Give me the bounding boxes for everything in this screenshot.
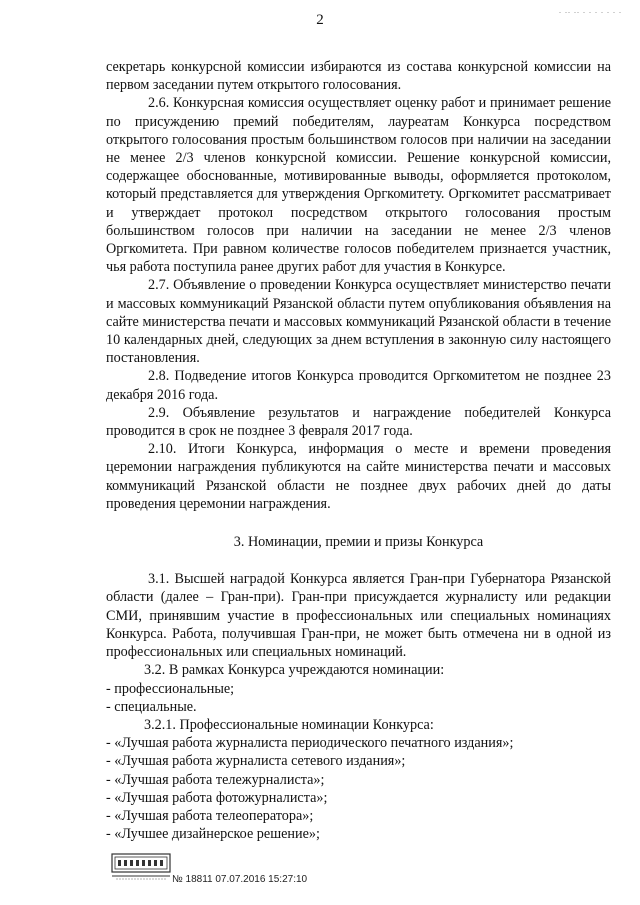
list-item: - «Лучшая работа журналиста сетевого издания»;: [106, 753, 406, 770]
paragraph-3-2: 3.2. В рамках Конкурса учреждаются номинации:: [144, 662, 445, 679]
list-item: - «Лучшая работа тележурналиста»;: [106, 771, 325, 788]
corner-mark: . .. .. . . . . . . .: [559, 6, 622, 15]
section-title: 3. Номинации, премии и призы Конкурса: [233, 534, 484, 551]
document-registry-code: № 18811 07.07.2016 15:27:10: [172, 874, 308, 885]
page-number: 2: [316, 12, 324, 28]
paragraph-3-2-1: 3.2.1. Профессиональные номинации Конкурса:: [144, 716, 434, 733]
paragraph-2-9: 2.9. Объявление результатов и награждение победителей Конкурса проводится в срок не позднее 3 февраля 2017 года.: [106, 404, 611, 440]
paragraph-2-8: 2.8. Подведение итогов Конкурса проводится Оргкомитетом не позднее 23 декабря 2016 года.: [106, 368, 611, 403]
list-item: - «Лучшая работа журналиста периодического печатного издания»;: [106, 735, 514, 752]
registry-stamp-icon: [110, 852, 172, 882]
paragraph-2-10: 2.10. Итоги Конкурса, информация о месте и времени проведения церемонии награждения публикуются на сайте министерства печати и массовых коммуникаций Рязанской области не позднее двух рабочих дней до даты проведения церемонии награждения.: [106, 441, 611, 512]
paragraph-2-7: 2.7. Объявление о проведении Конкурса осуществляет министерство печати и массовых коммуникаций Рязанской области путем опубликования объявления на сайте министерства печати и массовых коммуникаций Рязанской области в течение 10 календарных дней, следующих за днем вступления в законную силу настоящего постановления.: [106, 277, 611, 367]
paragraph-2-6: 2.6. Конкурсная комиссия осуществляет оценку работ и принимает решение по присуждению премий победителям, лауреатам Конкурса посредством открытого голосования простым большинством голосов при наличии на заседании не менее 2/3 членов конкурсной комиссии. Решение конкурсной комиссии, содержащее обоснованные, мотивированные выводы, оформляется протоколом, который представляется для утверждения Оргкомитету. Оргкомитет рассматривает и утверждает протокол посредством открытого голосования простым большинством голосов при наличии на заседании не менее 2/3 членов Оргкомитета. При равном количестве голосов победителем признается участник, чья работа поступила ранее других работ для участия в Конкурсе.: [106, 95, 611, 276]
paragraph-continuation: секретарь конкурсной комиссии избираются из состава конкурсной комиссии на первом заседании путем открытого голосования.: [106, 59, 611, 94]
list-item: - «Лучшая работа телеоператора»;: [106, 807, 314, 824]
list-item: - «Лучшее дизайнерское решение»;: [106, 826, 320, 843]
paragraph-3-1: 3.1. Высшей наградой Конкурса является Гран-при Губернатора Рязанской области (далее – Гран-при). Гран-при присуждается журналисту или редакции СМИ, принявшим участие в профессиональных или специальных номинациях Конкурса. Работа, получившая Гран-при, не может быть отмечена ни в одной из профессиональных или специальных номинаций.: [106, 571, 611, 661]
list-item: - специальные.: [106, 698, 197, 715]
list-item: - «Лучшая работа фотожурналиста»;: [106, 789, 328, 806]
document-body: [106, 58, 611, 843]
list-item: - профессиональные;: [106, 680, 235, 697]
